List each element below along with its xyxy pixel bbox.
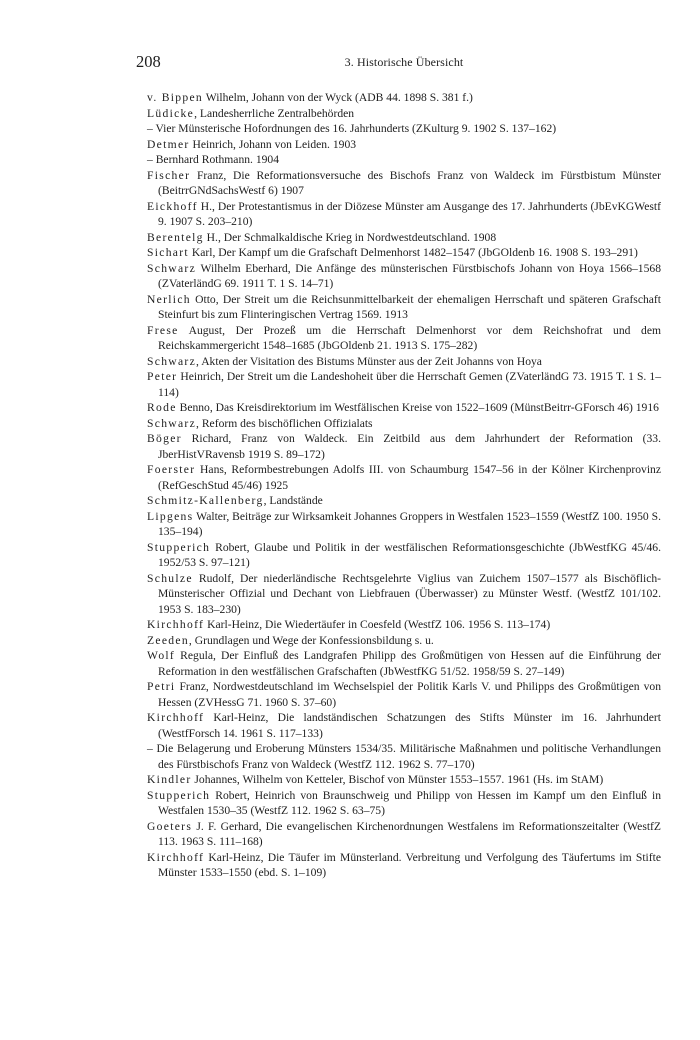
entry-author: Rode [147,401,177,414]
entry-text: Heinrich, Der Streit um die Landeshoheit über die Herrschaft Gemen (ZVaterländG 73. 1915 T. 1 S. 1–114) [158,370,661,399]
entry-text: – Die Belagerung und Eroberung Münsters 1534/35. Militärische Maßnahmen und politische Verhandlungen des Fürstbischofs Franz von Waldeck (WestfZ 112. 1962 S. 77–170) [147,742,661,771]
bibliography-entry [147,292,661,323]
bibliography-entry [147,152,661,168]
bibliography-entry [147,230,661,246]
page-number: 208 [136,52,161,71]
bibliography-entry [147,850,661,881]
bibliography-entry [147,245,661,261]
entry-text: Richard, Franz von Waldeck. Ein Zeitbild aus dem Jahrhundert der Reformation (33. JberHistVRavensb 1919 S. 89–172) [158,432,661,461]
entry-author: Eickhoff [147,199,198,213]
bibliography-entry [147,431,661,462]
bibliography-entry [147,571,661,618]
entry-author: Detmer [147,137,190,151]
entry-text: , Landstände [263,494,323,507]
entry-author: Stupperich [147,540,211,554]
entry-text: Karl, Der Kampf um die Grafschaft Delmenhorst 1482–1547 (JbGOldenb 16. 1908 S. 193–291) [188,246,638,259]
entry-author: Foerster [147,463,196,476]
entry-text: J. F. Gerhard, Die evangelischen Kirchenordnungen Westfalens im Reformationszeitalter (WestfZ 113. 1963 S. 111–168) [158,819,661,848]
entry-text: – Vier Münsterische Hofordnungen des 16. Jahrhunderts (ZKulturg 9. 1902 S. 137–162) [147,122,557,135]
entry-text: Johannes, Wilhelm von Ketteler, Bischof von Münster 1553–1557. 1961 (Hs. im StAM) [191,773,604,786]
entry-author: Fischer [147,168,191,182]
entry-text: H., Der Protestantismus in der Diözese Münster am Ausgange des 17. Jahrhunderts (JbEvKGWestf 9. 1907 S. 203–210) [158,199,661,228]
bibliography-entry [147,323,661,354]
bibliography-entry [147,772,661,788]
entry-author: Kirchhoff [147,618,205,631]
entry-author: Sichart [147,246,189,259]
entry-text: Robert, Glaube und Politik in der westfälischen Reformationsgeschichte (JbWestfKG 45/46. 1952/53 S. 97–121) [158,540,661,569]
entry-text: Karl-Heinz, Die Wiedertäufer in Coesfeld (WestfZ 106. 1956 S. 113–174) [204,618,551,631]
entry-text: Regula, Der Einfluß des Landgrafen Philipp des Großmütigen von Hessen auf die Einführung der Reformation in den westfälischen Grafschaften (JbWestfKG 51/52. 1958/59 S. 27–149) [158,649,661,678]
entry-author: Kirchhoff [147,850,205,864]
bibliography-entry [147,679,661,710]
entry-author: v. Bippen [147,91,204,104]
bibliography-entry [147,90,661,106]
entry-author: Kirchhoff [147,711,205,724]
entry-author: Goeters [147,819,193,833]
entry-author: Zeeden [147,633,189,647]
entry-text: , Reform des bischöflichen Offizialats [196,416,373,430]
bibliography-entry [147,416,661,432]
bibliography-list [147,90,661,881]
entry-author: Berentelg [147,230,204,244]
entry-author: Schwarz [147,416,197,430]
entry-author: Schmitz-Kallenberg [147,494,264,507]
bibliography-entry [147,462,661,493]
entry-text: Karl-Heinz, Die landständischen Schatzungen des Stifts Münster im 16. Jahrhundert (WestfForsch 14. 1961 S. 117–133) [158,711,661,740]
entry-text: – Bernhard Rothmann. 1904 [147,153,280,166]
bibliography-entry [147,121,661,137]
entry-author: Schwarz [147,354,197,368]
entry-text: H., Der Schmalkaldische Krieg in Nordwestdeutschland. 1908 [203,230,497,244]
bibliography-entry [147,633,661,649]
bibliography-entry [147,509,661,540]
entry-author: Petri [147,680,176,693]
entry-author: Schwarz [147,261,197,275]
bibliography-entry [147,819,661,850]
entry-text: Otto, Der Streit um die Reichsunmittelbarkeit der ehemaligen Herrschaft und späteren Grafschaft Steinfurt bis zum Flinteringischen Vertrag 1569. 1913 [158,292,661,321]
entry-author: Lipgens [147,509,194,523]
bibliography-entry [147,199,661,230]
bibliography-entry [147,261,661,292]
entry-author: Frese [147,323,179,337]
bibliography-entry [147,788,661,819]
bibliography-entry [147,137,661,153]
bibliography-entry [147,741,661,772]
entry-author: Lüdicke [147,106,195,120]
bibliography-entry [147,617,661,633]
entry-text: , Akten der Visitation des Bistums Münster aus der Zeit Johanns von Hoya [196,354,542,368]
entry-author: Böger [147,432,182,445]
bibliography-entry [147,354,661,370]
bibliography-entry [147,106,661,122]
entry-author: Wolf [147,649,176,662]
running-head: 3. Historische Übersicht [344,55,464,69]
entry-text: Wilhelm, Johann von der Wyck (ADB 44. 1898 S. 381 f.) [203,91,473,104]
bibliography-entry [147,168,661,199]
entry-text: Franz, Die Reformationsversuche des Bischofs Franz von Waldeck im Fürstbistum Münster (BeitrrGNdSachsWestf 6) 1907 [158,168,661,197]
entry-text: Rudolf, Der niederländische Rechtsgelehrte Viglius van Zuichem 1507–1577 als Bischöflich-Münsterischer Offizial und Dechant von Liebfrauen (Überwasser) zu Münster Westf. (WestfZ 101/102. 1953 S. 183–230) [158,571,661,616]
entry-text: Robert, Heinrich von Braunschweig und Philipp von Hessen im Kampf um den Einfluß in Westfalen 1530–35 (WestfZ 112. 1962 S. 63–75) [158,788,661,817]
bibliography-entry [147,648,661,679]
entry-author: Peter [147,370,178,383]
entry-text: Karl-Heinz, Die Täufer im Münsterland. Verbreitung und Verfolgung des Täufertums im Stifte Münster 1533–1550 (ebd. S. 1–109) [158,850,661,879]
entry-author: Schulze [147,571,193,585]
entry-text: Heinrich, Johann von Leiden. 1903 [189,137,357,151]
bibliography-entry [147,369,661,400]
bibliography-entry [147,540,661,571]
entry-text: , Grundlagen und Wege der Konfessionsbildung s. u. [188,633,434,647]
entry-text: , Landesherrliche Zentralbehörden [194,106,355,120]
entry-author: Stupperich [147,788,211,802]
bibliography-entry [147,400,661,416]
entry-author: Kindler [147,773,192,786]
entry-text: Benno, Das Kreisdirektorium im Westfälischen Kreise von 1522–1609 (MünstBeitrr-GForsch 46) 1916 [176,401,659,414]
entry-text: Wilhelm Eberhard, Die Anfänge des münsterischen Fürstbischofs Johann von Hoya 1566–1568 (ZVaterländG 69. 1911 T. 1 S. 14–71) [158,261,661,290]
bibliography-entry [147,710,661,741]
entry-text: Walter, Beiträge zur Wirksamkeit Johannes Groppers in Westfalen 1523–1559 (WestfZ 100. 1950 S. 135–194) [158,509,661,538]
entry-text: Hans, Reformbestrebungen Adolfs III. von Schaumburg 1547–56 in der Kölner Kirchenprovinz (RefGeschStud 45/46) 1925 [158,463,661,492]
entry-text: Franz, Nordwestdeutschland im Wechselspiel der Politik Karls V. und Philipps des Großmütigen von Hessen (ZVHessG 71. 1960 S. 37–60) [158,680,661,709]
bibliography-entry [147,493,661,509]
entry-author: Nerlich [147,292,191,306]
entry-text: August, Der Prozeß um die Herrschaft Delmenhorst vor dem Reichshofrat und dem Reichskammergericht 1548–1685 (JbGOldenb 21. 1913 S. 175–282) [158,323,661,352]
